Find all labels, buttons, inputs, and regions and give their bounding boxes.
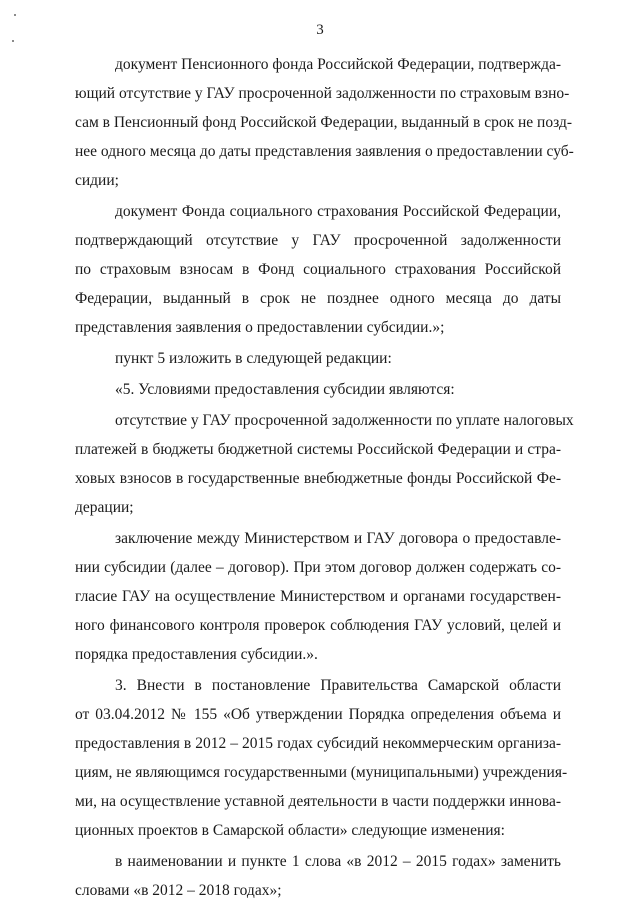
text-line: документ Пенсионного фонда Российской Федерации, подтвержда- [115,56,562,73]
document-body [75,50,574,907]
text-line: порядка предоставления субсидии.». [75,646,318,663]
paragraph-pfr-document [75,50,574,195]
text-line: представления заявления о предоставлении субсидии.»; [75,319,445,336]
text-line: по страховым взносам в Фонд социального страхования Российской [75,261,561,278]
paragraph-title-amendment [75,847,561,905]
text-line: ционных проектов в Самарской области» следующие изменения: [75,822,505,839]
text-line: ного финансового контроля проверок соблюдения ГАУ условий, целей и [75,617,561,634]
text-line: заключение между Министерством и ГАУ договора о предоставле- [115,530,561,547]
text-line: от 03.04.2012 № 155 «Об утверждении Порядка определения объема и [75,706,561,723]
text-line: в наименовании и пункте 1 слова «в 2012 – 2015 годах» заменить [115,853,561,870]
paragraph-point5-heading [75,375,561,404]
paragraph-point5-intro [75,344,561,373]
text-line: сам в Пенсионный фонд Российской Федерации, выданный в срок не позд- [75,114,572,131]
text-line: документ Фонда социального страхования Российской Федерации, [115,203,561,220]
text-line: предоставления в 2012 – 2015 годах субсидий некоммерческим организа- [75,735,561,752]
text-line: ющий отсутствие у ГАУ просроченной задолженности по страховым взно- [75,85,570,102]
paragraph-contract-condition [75,524,561,669]
text-line: циям, не являющимся государственными (муниципальными) учреждения- [75,764,568,781]
text-line: словами «в 2012 – 2018 годах»; [75,882,282,899]
text-line: гласие ГАУ на осуществление Министерством и органами государствен- [75,588,561,605]
text-line: подтверждающий отсутствие у ГАУ просроченной задолженности [75,232,561,249]
paragraph-amend-resolution-155 [75,671,568,845]
paragraph-fss-document [75,197,561,342]
text-line: сидии; [75,172,119,189]
text-line: ми, на осуществление уставной деятельности в части поддержки иннова- [75,793,561,810]
text-line: отсутствие у ГАУ просроченной задолженности по уплате налоговых [115,412,574,429]
text-line: платежей в бюджеты бюджетной системы Российской Федерации и стра- [75,441,561,458]
text-line: Федерации, выданный в срок не позднее одного месяца до даты [75,290,561,307]
page-number: 3 [316,22,324,38]
text-line: дерации; [75,499,134,516]
text-line: пункт 5 изложить в следующей редакции: [115,350,392,367]
text-line: ховых взносов в государственные внебюджетные фонды Российской Фе- [75,470,561,487]
text-line: нии субсидии (далее – договор). При этом договор должен содержать со- [75,559,561,576]
paragraph-no-debt-condition [75,406,574,522]
text-line: 3. Внести в постановление Правительства Самарской области [115,677,561,694]
text-line: нее одного месяца до даты представления заявления о предоставлении суб- [75,143,574,160]
text-line: «5. Условиями предоставления субсидии являются: [115,381,455,398]
scan-speck [12,40,14,42]
scan-speck [14,14,16,16]
